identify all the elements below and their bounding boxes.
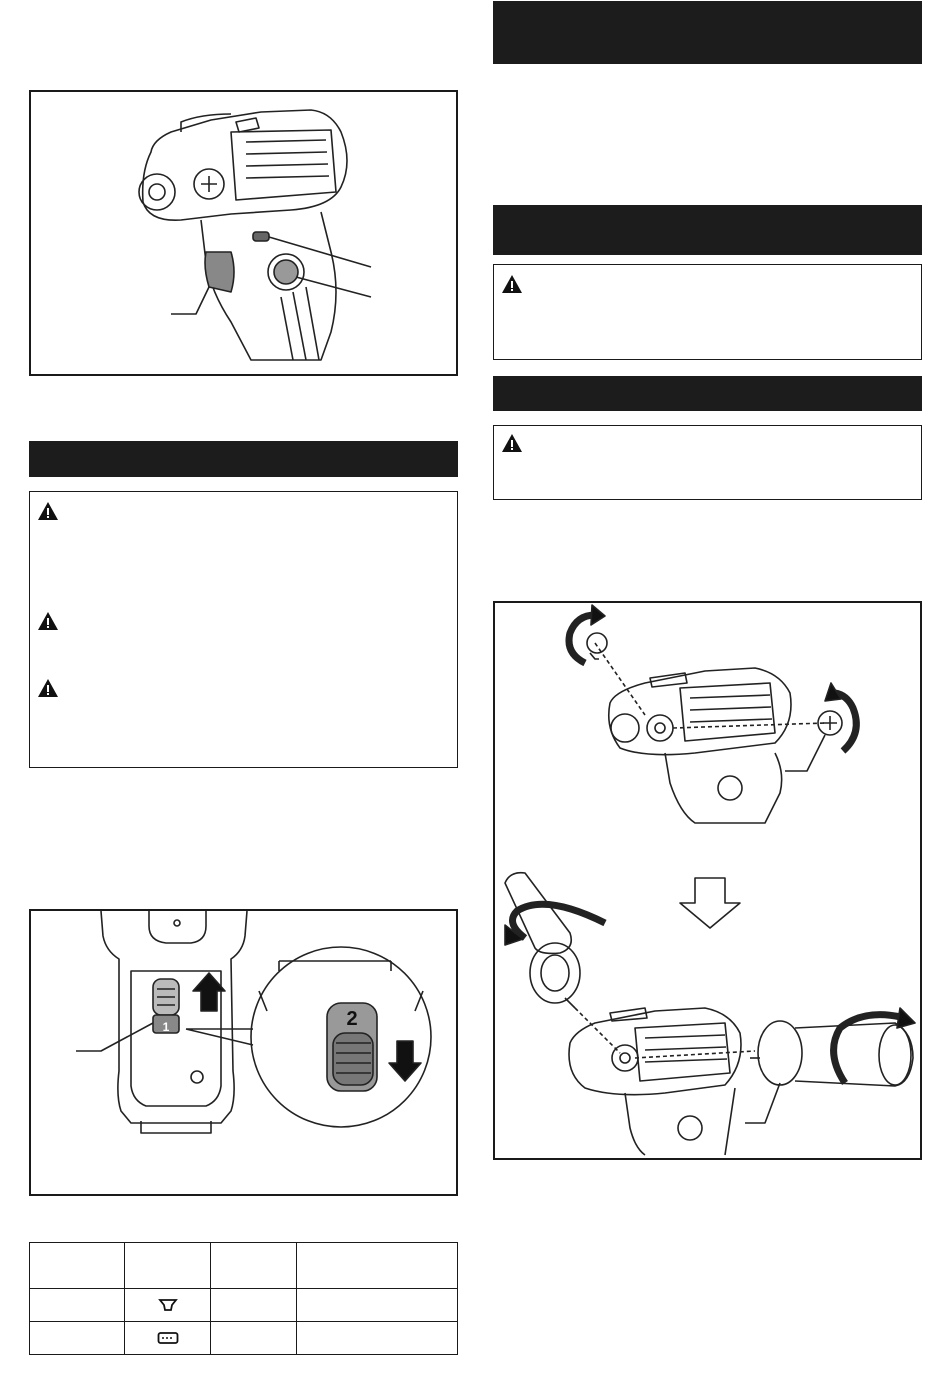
- table-cell: [211, 1322, 297, 1355]
- chuck-icon: [157, 1331, 179, 1345]
- warning-triangle-icon: [501, 274, 523, 294]
- table-cell: [30, 1322, 125, 1355]
- section-heading-bar: [493, 1, 922, 64]
- warning-triangle-icon: [37, 501, 59, 521]
- table-cell: [30, 1289, 125, 1322]
- table-cell: [211, 1289, 297, 1322]
- warning-box: [493, 425, 922, 500]
- section-heading-bar: [29, 441, 458, 477]
- side-grip-illustration: [495, 603, 920, 1158]
- side-grip-figure: [493, 601, 922, 1160]
- tool-body-illustration: [31, 92, 456, 374]
- lamp-switch-figure: [29, 90, 458, 376]
- section-heading-bar: [493, 376, 922, 411]
- callout-label-2: 2: [346, 1008, 358, 1030]
- table-cell: [211, 1243, 297, 1289]
- warning-triangle-icon: [37, 611, 59, 631]
- table-cell: [125, 1243, 211, 1289]
- table-row: [30, 1322, 458, 1355]
- table-header-row: [30, 1243, 458, 1289]
- callout-label-1: 1: [162, 1020, 170, 1034]
- warning-box: [29, 491, 458, 768]
- speed-lever-illustration: [31, 911, 456, 1194]
- warning-triangle-icon: [37, 678, 59, 698]
- table-cell: [30, 1243, 125, 1289]
- table-cell: [297, 1243, 458, 1289]
- table-cell: [297, 1322, 458, 1355]
- section-heading-bar: [493, 205, 922, 255]
- mode-table: [29, 1242, 458, 1355]
- warning-box: [493, 264, 922, 360]
- table-cell: [125, 1322, 211, 1355]
- table-row: [30, 1289, 458, 1322]
- table-cell: [297, 1289, 458, 1322]
- warning-triangle-icon: [501, 433, 523, 453]
- speed-change-figure: [29, 909, 458, 1196]
- bit-holder-icon: [158, 1299, 178, 1311]
- table-cell: [125, 1289, 211, 1322]
